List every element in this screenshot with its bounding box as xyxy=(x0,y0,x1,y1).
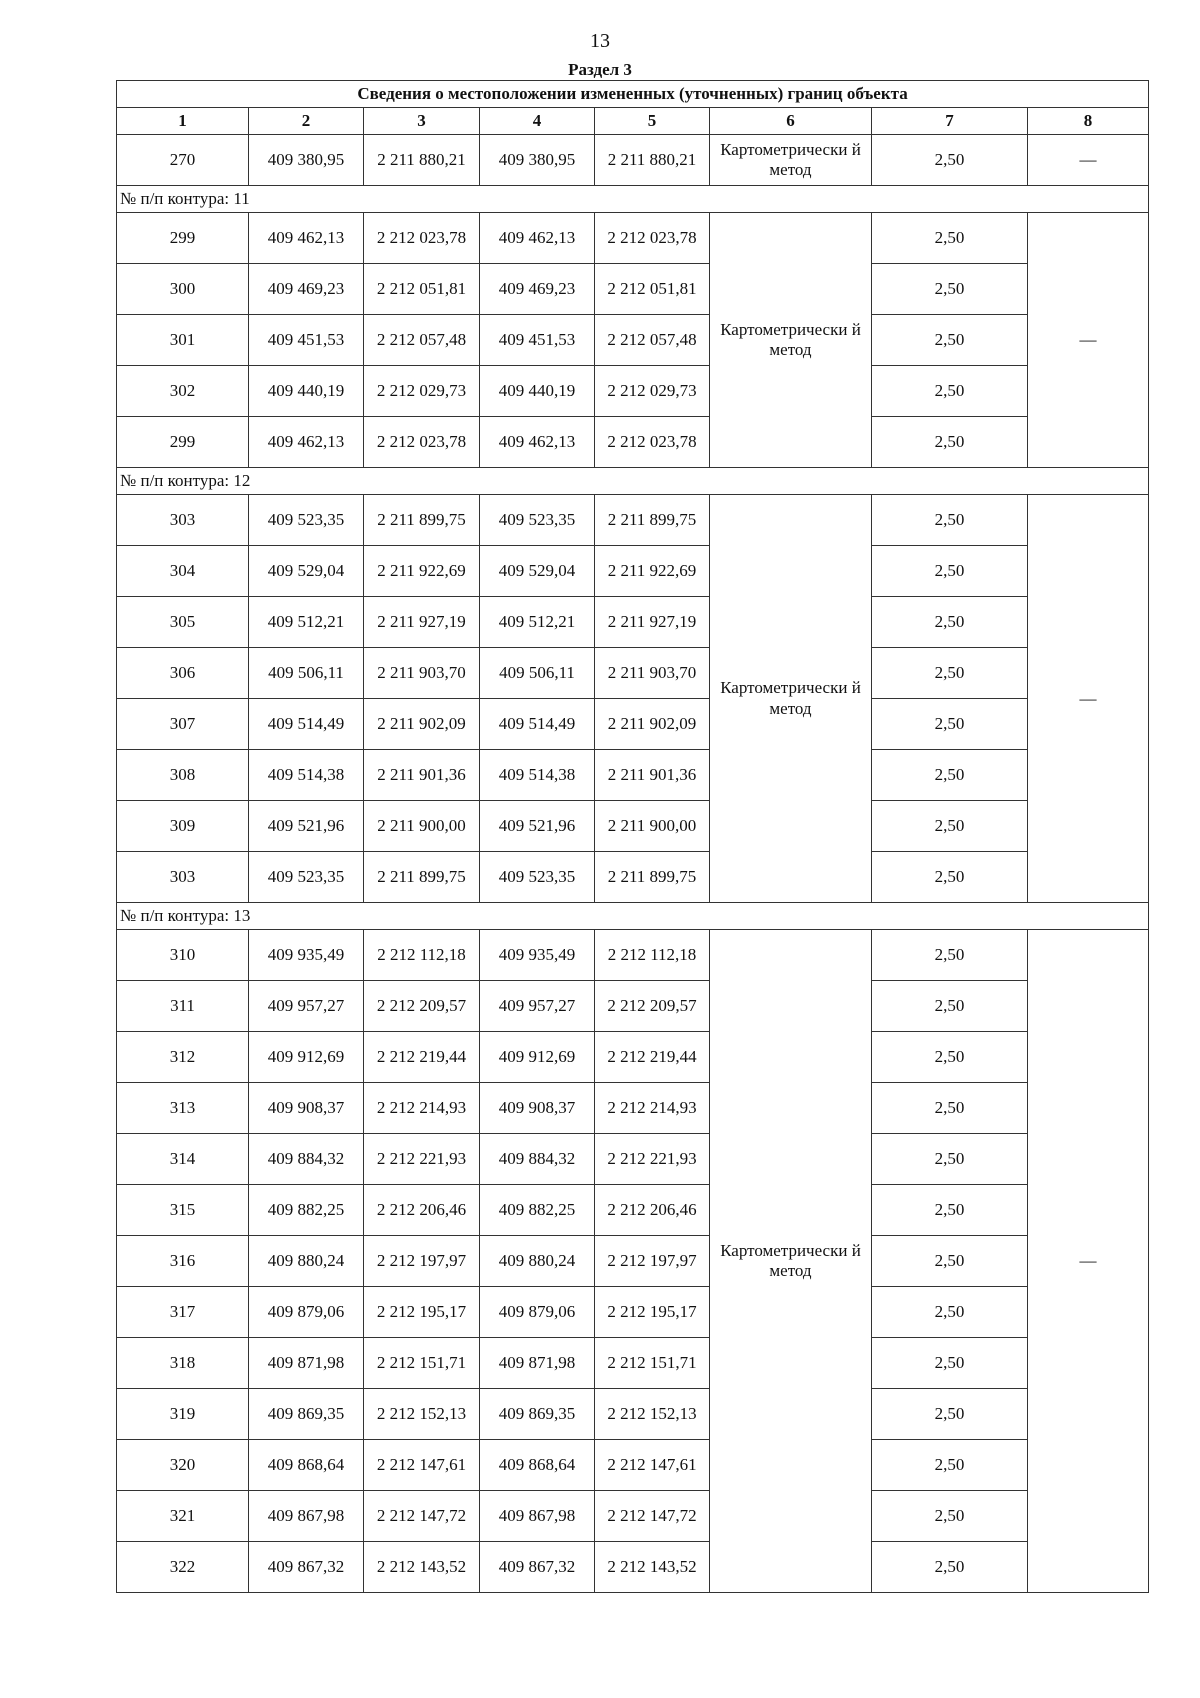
table-row xyxy=(117,135,1149,186)
column-header: 1 xyxy=(117,108,249,135)
y-coordinate-new: 2 212 147,61 xyxy=(595,1440,710,1491)
accuracy-value: 2,50 xyxy=(872,546,1028,597)
x-coordinate: 409 884,32 xyxy=(249,1134,364,1185)
x-coordinate-new: 409 514,38 xyxy=(480,750,595,801)
accuracy-value: 2,50 xyxy=(872,750,1028,801)
x-coordinate: 409 957,27 xyxy=(249,981,364,1032)
point-number: 312 xyxy=(117,1032,249,1083)
method-cell: Картометрически й метод xyxy=(710,495,872,903)
y-coordinate: 2 211 900,00 xyxy=(364,801,480,852)
y-coordinate: 2 212 197,97 xyxy=(364,1236,480,1287)
x-coordinate: 409 868,64 xyxy=(249,1440,364,1491)
y-coordinate-new: 2 212 151,71 xyxy=(595,1338,710,1389)
accuracy-value: 2,50 xyxy=(872,597,1028,648)
accuracy-value: 2,50 xyxy=(872,1236,1028,1287)
table-row xyxy=(117,366,1149,417)
point-number: 310 xyxy=(117,930,249,981)
accuracy-value: 2,50 xyxy=(872,366,1028,417)
accuracy-value: 2,50 xyxy=(872,417,1028,468)
y-coordinate-new: 2 212 152,13 xyxy=(595,1389,710,1440)
y-coordinate: 2 212 057,48 xyxy=(364,315,480,366)
y-coordinate-new: 2 212 197,97 xyxy=(595,1236,710,1287)
x-coordinate: 409 912,69 xyxy=(249,1032,364,1083)
table-body xyxy=(117,135,1149,1593)
accuracy-value: 2,50 xyxy=(872,1389,1028,1440)
point-number: 302 xyxy=(117,366,249,417)
table-row xyxy=(117,1542,1149,1593)
contour-row xyxy=(117,468,1149,495)
x-coordinate-new: 409 884,32 xyxy=(480,1134,595,1185)
y-coordinate: 2 212 023,78 xyxy=(364,417,480,468)
column-header: 2 xyxy=(249,108,364,135)
point-number: 317 xyxy=(117,1287,249,1338)
table-row xyxy=(117,1236,1149,1287)
x-coordinate-new: 409 523,35 xyxy=(480,495,595,546)
accuracy-value: 2,50 xyxy=(872,495,1028,546)
table-row xyxy=(117,801,1149,852)
table-row xyxy=(117,750,1149,801)
x-coordinate: 409 529,04 xyxy=(249,546,364,597)
y-coordinate-new: 2 211 901,36 xyxy=(595,750,710,801)
x-coordinate-new: 409 869,35 xyxy=(480,1389,595,1440)
y-coordinate: 2 212 051,81 xyxy=(364,264,480,315)
x-coordinate: 409 871,98 xyxy=(249,1338,364,1389)
point-number: 309 xyxy=(117,801,249,852)
table-row xyxy=(117,1032,1149,1083)
point-number: 299 xyxy=(117,417,249,468)
accuracy-value: 2,50 xyxy=(872,1185,1028,1236)
y-coordinate: 2 211 927,19 xyxy=(364,597,480,648)
dash-cell: — xyxy=(1028,495,1149,903)
y-coordinate: 2 212 219,44 xyxy=(364,1032,480,1083)
contour-label: № п/п контура: 11 xyxy=(117,186,1149,213)
method-cell: Картометрически й метод xyxy=(710,930,872,1593)
x-coordinate: 409 512,21 xyxy=(249,597,364,648)
x-coordinate: 409 882,25 xyxy=(249,1185,364,1236)
point-number: 300 xyxy=(117,264,249,315)
dash-cell: — xyxy=(1028,135,1149,186)
x-coordinate-new: 409 514,49 xyxy=(480,699,595,750)
x-coordinate-new: 409 867,32 xyxy=(480,1542,595,1593)
point-number: 270 xyxy=(117,135,249,186)
method-cell: Картометрически й метод xyxy=(710,213,872,468)
section-title: Раздел 3 xyxy=(568,60,632,79)
y-coordinate-new: 2 212 195,17 xyxy=(595,1287,710,1338)
y-coordinate-new: 2 211 902,09 xyxy=(595,699,710,750)
y-coordinate-new: 2 212 112,18 xyxy=(595,930,710,981)
accuracy-value: 2,50 xyxy=(872,852,1028,903)
accuracy-value: 2,50 xyxy=(872,1032,1028,1083)
x-coordinate-new: 409 523,35 xyxy=(480,852,595,903)
y-coordinate-new: 2 211 899,75 xyxy=(595,495,710,546)
x-coordinate-new: 409 867,98 xyxy=(480,1491,595,1542)
column-header-row xyxy=(117,108,1149,135)
x-coordinate: 409 462,13 xyxy=(249,417,364,468)
point-number: 315 xyxy=(117,1185,249,1236)
table-row xyxy=(117,315,1149,366)
table-row xyxy=(117,1338,1149,1389)
y-coordinate: 2 211 902,09 xyxy=(364,699,480,750)
y-coordinate: 2 212 195,17 xyxy=(364,1287,480,1338)
point-number: 316 xyxy=(117,1236,249,1287)
table-row xyxy=(117,213,1149,264)
y-coordinate: 2 212 206,46 xyxy=(364,1185,480,1236)
contour-label: № п/п контура: 12 xyxy=(117,468,1149,495)
y-coordinate-new: 2 212 206,46 xyxy=(595,1185,710,1236)
y-coordinate: 2 211 899,75 xyxy=(364,852,480,903)
y-coordinate: 2 211 880,21 xyxy=(364,135,480,186)
x-coordinate-new: 409 512,21 xyxy=(480,597,595,648)
x-coordinate-new: 409 451,53 xyxy=(480,315,595,366)
accuracy-value: 2,50 xyxy=(872,1287,1028,1338)
x-coordinate-new: 409 529,04 xyxy=(480,546,595,597)
column-header: 3 xyxy=(364,108,480,135)
accuracy-value: 2,50 xyxy=(872,981,1028,1032)
table-row xyxy=(117,1134,1149,1185)
x-coordinate: 409 935,49 xyxy=(249,930,364,981)
y-coordinate: 2 212 152,13 xyxy=(364,1389,480,1440)
point-number: 321 xyxy=(117,1491,249,1542)
table-row xyxy=(117,1440,1149,1491)
point-number: 306 xyxy=(117,648,249,699)
column-header: 5 xyxy=(595,108,710,135)
accuracy-value: 2,50 xyxy=(872,1491,1028,1542)
y-coordinate: 2 212 151,71 xyxy=(364,1338,480,1389)
x-coordinate: 409 514,49 xyxy=(249,699,364,750)
point-number: 301 xyxy=(117,315,249,366)
x-coordinate: 409 908,37 xyxy=(249,1083,364,1134)
accuracy-value: 2,50 xyxy=(872,213,1028,264)
x-coordinate-new: 409 882,25 xyxy=(480,1185,595,1236)
contour-row xyxy=(117,903,1149,930)
accuracy-value: 2,50 xyxy=(872,1083,1028,1134)
point-number: 303 xyxy=(117,495,249,546)
page-number: 13 xyxy=(590,30,610,52)
column-header: 4 xyxy=(480,108,595,135)
y-coordinate: 2 212 143,52 xyxy=(364,1542,480,1593)
x-coordinate: 409 451,53 xyxy=(249,315,364,366)
table-row xyxy=(117,1185,1149,1236)
column-header: 7 xyxy=(872,108,1028,135)
x-coordinate: 409 462,13 xyxy=(249,213,364,264)
y-coordinate: 2 211 901,36 xyxy=(364,750,480,801)
x-coordinate-new: 409 879,06 xyxy=(480,1287,595,1338)
accuracy-value: 2,50 xyxy=(872,699,1028,750)
y-coordinate: 2 211 899,75 xyxy=(364,495,480,546)
contour-label: № п/п контура: 13 xyxy=(117,903,1149,930)
y-coordinate-new: 2 212 057,48 xyxy=(595,315,710,366)
accuracy-value: 2,50 xyxy=(872,801,1028,852)
y-coordinate-new: 2 212 023,78 xyxy=(595,417,710,468)
y-coordinate: 2 212 029,73 xyxy=(364,366,480,417)
x-coordinate: 409 506,11 xyxy=(249,648,364,699)
point-number: 308 xyxy=(117,750,249,801)
column-header: 6 xyxy=(710,108,872,135)
accuracy-value: 2,50 xyxy=(872,315,1028,366)
x-coordinate-new: 409 380,95 xyxy=(480,135,595,186)
y-coordinate: 2 212 214,93 xyxy=(364,1083,480,1134)
y-coordinate: 2 212 147,72 xyxy=(364,1491,480,1542)
x-coordinate-new: 409 880,24 xyxy=(480,1236,595,1287)
x-coordinate-new: 409 935,49 xyxy=(480,930,595,981)
x-coordinate-new: 409 462,13 xyxy=(480,417,595,468)
y-coordinate: 2 212 221,93 xyxy=(364,1134,480,1185)
point-number: 322 xyxy=(117,1542,249,1593)
table-row xyxy=(117,1287,1149,1338)
y-coordinate-new: 2 212 029,73 xyxy=(595,366,710,417)
y-coordinate-new: 2 211 880,21 xyxy=(595,135,710,186)
x-coordinate-new: 409 871,98 xyxy=(480,1338,595,1389)
contour-row xyxy=(117,186,1149,213)
y-coordinate-new: 2 212 221,93 xyxy=(595,1134,710,1185)
x-coordinate-new: 409 440,19 xyxy=(480,366,595,417)
table-row xyxy=(117,699,1149,750)
y-coordinate: 2 212 023,78 xyxy=(364,213,480,264)
y-coordinate-new: 2 211 899,75 xyxy=(595,852,710,903)
table-row xyxy=(117,597,1149,648)
point-number: 311 xyxy=(117,981,249,1032)
table-row xyxy=(117,930,1149,981)
column-header: 8 xyxy=(1028,108,1149,135)
table-caption: Сведения о местоположении измененных (уточненных) границ объекта xyxy=(117,81,1149,108)
x-coordinate: 409 514,38 xyxy=(249,750,364,801)
accuracy-value: 2,50 xyxy=(872,1338,1028,1389)
y-coordinate-new: 2 211 922,69 xyxy=(595,546,710,597)
dash-cell: — xyxy=(1028,930,1149,1593)
table-row xyxy=(117,264,1149,315)
x-coordinate: 409 867,32 xyxy=(249,1542,364,1593)
boundary-coordinates-table xyxy=(116,80,1149,1593)
x-coordinate: 409 440,19 xyxy=(249,366,364,417)
x-coordinate: 409 523,35 xyxy=(249,852,364,903)
point-number: 320 xyxy=(117,1440,249,1491)
x-coordinate-new: 409 521,96 xyxy=(480,801,595,852)
accuracy-value: 2,50 xyxy=(872,1440,1028,1491)
x-coordinate: 409 523,35 xyxy=(249,495,364,546)
accuracy-value: 2,50 xyxy=(872,264,1028,315)
table-row xyxy=(117,981,1149,1032)
x-coordinate: 409 469,23 xyxy=(249,264,364,315)
x-coordinate-new: 409 908,37 xyxy=(480,1083,595,1134)
accuracy-value: 2,50 xyxy=(872,930,1028,981)
dash-cell: — xyxy=(1028,213,1149,468)
table-row xyxy=(117,417,1149,468)
point-number: 305 xyxy=(117,597,249,648)
table-row xyxy=(117,1389,1149,1440)
y-coordinate-new: 2 211 900,00 xyxy=(595,801,710,852)
point-number: 303 xyxy=(117,852,249,903)
x-coordinate: 409 879,06 xyxy=(249,1287,364,1338)
y-coordinate: 2 212 112,18 xyxy=(364,930,480,981)
y-coordinate-new: 2 212 143,52 xyxy=(595,1542,710,1593)
y-coordinate: 2 212 209,57 xyxy=(364,981,480,1032)
y-coordinate: 2 211 903,70 xyxy=(364,648,480,699)
point-number: 319 xyxy=(117,1389,249,1440)
y-coordinate-new: 2 211 927,19 xyxy=(595,597,710,648)
x-coordinate-new: 409 506,11 xyxy=(480,648,595,699)
table-row xyxy=(117,648,1149,699)
y-coordinate-new: 2 211 903,70 xyxy=(595,648,710,699)
table-row xyxy=(117,1083,1149,1134)
x-coordinate: 409 380,95 xyxy=(249,135,364,186)
y-coordinate-new: 2 212 051,81 xyxy=(595,264,710,315)
x-coordinate-new: 409 912,69 xyxy=(480,1032,595,1083)
point-number: 307 xyxy=(117,699,249,750)
point-number: 318 xyxy=(117,1338,249,1389)
x-coordinate-new: 409 957,27 xyxy=(480,981,595,1032)
accuracy-value: 2,50 xyxy=(872,1542,1028,1593)
point-number: 299 xyxy=(117,213,249,264)
x-coordinate: 409 867,98 xyxy=(249,1491,364,1542)
x-coordinate: 409 521,96 xyxy=(249,801,364,852)
table-row xyxy=(117,546,1149,597)
y-coordinate-new: 2 212 209,57 xyxy=(595,981,710,1032)
x-coordinate-new: 409 462,13 xyxy=(480,213,595,264)
y-coordinate-new: 2 212 219,44 xyxy=(595,1032,710,1083)
point-number: 313 xyxy=(117,1083,249,1134)
point-number: 314 xyxy=(117,1134,249,1185)
y-coordinate-new: 2 212 147,72 xyxy=(595,1491,710,1542)
method-cell: Картометрически й метод xyxy=(710,135,872,186)
x-coordinate: 409 869,35 xyxy=(249,1389,364,1440)
y-coordinate-new: 2 212 214,93 xyxy=(595,1083,710,1134)
table-row xyxy=(117,852,1149,903)
y-coordinate: 2 212 147,61 xyxy=(364,1440,480,1491)
accuracy-value: 2,50 xyxy=(872,1134,1028,1185)
point-number: 304 xyxy=(117,546,249,597)
table-row xyxy=(117,1491,1149,1542)
x-coordinate-new: 409 868,64 xyxy=(480,1440,595,1491)
accuracy-value: 2,50 xyxy=(872,135,1028,186)
x-coordinate: 409 880,24 xyxy=(249,1236,364,1287)
accuracy-value: 2,50 xyxy=(872,648,1028,699)
y-coordinate-new: 2 212 023,78 xyxy=(595,213,710,264)
table-row xyxy=(117,495,1149,546)
x-coordinate-new: 409 469,23 xyxy=(480,264,595,315)
y-coordinate: 2 211 922,69 xyxy=(364,546,480,597)
